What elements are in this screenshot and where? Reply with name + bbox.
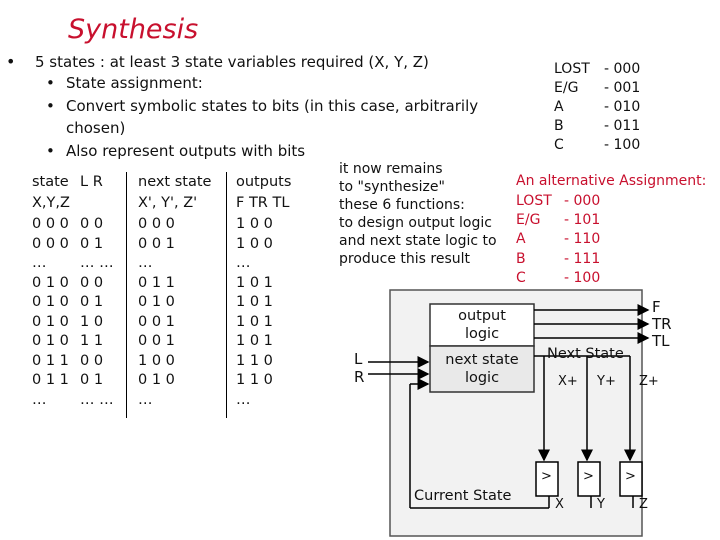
assignment-name: C xyxy=(554,137,564,153)
cell-outputs: … xyxy=(236,391,251,408)
note-line: to design output logic xyxy=(339,215,492,231)
next-state-logic-line: next state xyxy=(445,352,519,368)
note-line: and next state logic to xyxy=(339,233,497,249)
next-var-x: X+ xyxy=(558,374,578,389)
cell-next-state: 0 0 1 xyxy=(138,235,175,252)
header-state: state xyxy=(32,174,69,190)
cell-state: 0 1 1 xyxy=(32,372,69,388)
note-line: it now remains xyxy=(339,161,443,177)
cell-outputs: 1 0 1 xyxy=(236,294,273,310)
cell-next-state: 0 0 0 xyxy=(138,216,175,232)
cell-outputs: 1 0 1 xyxy=(236,313,273,330)
cell-state: 0 1 1 xyxy=(32,352,69,369)
assignment-code: - 011 xyxy=(604,118,641,134)
subheader-outputs: F TR TL xyxy=(236,195,290,211)
table-divider xyxy=(226,172,227,418)
cell-state: 0 1 0 xyxy=(32,313,69,330)
cell-next-state: 0 1 0 xyxy=(138,294,175,310)
header-next: next state xyxy=(138,174,212,190)
bullet-marker: • xyxy=(6,52,16,71)
cell-next-state: 0 0 1 xyxy=(138,313,175,330)
alt-assignment-name: A xyxy=(516,231,526,247)
alt-assignment-heading: An alternative Assignment: xyxy=(516,173,707,189)
cell-outputs: 1 0 1 xyxy=(236,274,273,291)
assignment-name: E/G xyxy=(554,80,579,96)
header-lr: L R xyxy=(80,174,103,190)
cell-outputs: 1 0 0 xyxy=(236,216,273,232)
cur-var-x: X xyxy=(555,497,564,512)
next-state-logic-line: logic xyxy=(464,370,500,386)
cell-next-state: … xyxy=(138,391,153,408)
cell-lr: 0 0 xyxy=(80,352,104,369)
cell-lr: 0 0 xyxy=(80,274,104,291)
cell-lr: 1 1 xyxy=(80,333,104,349)
cell-lr: 0 1 xyxy=(80,294,104,310)
next-state-logic-label xyxy=(430,351,534,387)
cell-lr: … … xyxy=(80,391,114,408)
flipflop-clock-symbol: > xyxy=(583,469,594,484)
cell-state: 0 1 0 xyxy=(32,333,69,349)
cur-var-z: Z xyxy=(639,497,648,512)
alt-assignment-code: - 111 xyxy=(564,251,601,267)
output-logic-line: output xyxy=(458,308,506,324)
input-l-label: L xyxy=(354,350,363,368)
current-state-label: Current State xyxy=(414,488,512,504)
output-tl-label: TL xyxy=(652,332,670,350)
assignment-code: - 100 xyxy=(604,137,641,153)
assignment-code: - 010 xyxy=(604,99,641,115)
cell-lr: 0 1 xyxy=(80,372,104,388)
cell-state: 0 0 0 xyxy=(32,216,69,232)
main-bullet-text: 5 states : at least 3 state variables required (X, Y, Z) xyxy=(35,53,429,71)
cell-outputs: 1 0 1 xyxy=(236,333,273,349)
alt-assignment-name: LOST xyxy=(516,193,552,209)
cell-state: … xyxy=(32,255,47,271)
note-line: these 6 functions: xyxy=(339,197,465,213)
sub-bullet-marker: • xyxy=(46,97,55,115)
cell-next-state: 0 1 1 xyxy=(138,274,175,291)
output-logic-label xyxy=(430,307,534,343)
cell-lr: … … xyxy=(80,255,114,271)
flipflop-clock-symbol: > xyxy=(541,469,552,484)
output-tr-label: TR xyxy=(652,315,672,333)
slide-title: Synthesis xyxy=(68,14,199,45)
fsm-block-diagram xyxy=(340,270,720,540)
cell-outputs: … xyxy=(236,255,251,271)
cur-var-y: Y xyxy=(597,497,605,512)
sub-bullet-marker: • xyxy=(46,74,55,92)
sub-bullet-state-assignment: State assignment: xyxy=(66,74,203,92)
cell-next-state: 1 0 0 xyxy=(138,352,175,369)
sub-bullet-marker: • xyxy=(46,142,55,160)
alt-assignment-code: - 101 xyxy=(564,212,601,228)
alt-assignment-name: C xyxy=(516,270,526,286)
flipflop-clock-symbol: > xyxy=(625,469,636,484)
cell-state: 0 1 0 xyxy=(32,294,69,310)
cell-state: 0 1 0 xyxy=(32,274,69,291)
sub-bullet-convert-cont: chosen) xyxy=(66,119,126,137)
header-outputs: outputs xyxy=(236,174,292,190)
sub-bullet-convert: Convert symbolic states to bits (in this case, arbitrarily xyxy=(66,97,479,115)
sub-bullet-outputs: Also represent outputs with bits xyxy=(66,142,306,160)
cell-next-state: 0 0 1 xyxy=(138,333,175,349)
alt-assignment-code: - 100 xyxy=(564,270,601,286)
cell-lr: 1 0 xyxy=(80,313,104,330)
cell-state: 0 0 0 xyxy=(32,235,69,252)
assignment-code: - 001 xyxy=(604,80,641,96)
assignment-name: LOST xyxy=(554,61,590,77)
subheader-next: X', Y', Z' xyxy=(138,195,198,211)
cell-lr: 0 1 xyxy=(80,235,104,252)
cell-state: … xyxy=(32,391,47,408)
note-line: produce this result xyxy=(339,251,471,267)
cell-lr: 0 0 xyxy=(80,216,104,232)
next-var-y: Y+ xyxy=(597,374,616,389)
next-var-z: Z+ xyxy=(639,374,659,389)
next-state-label: Next State xyxy=(547,346,624,362)
assignment-name: B xyxy=(554,118,564,134)
subheader-state: X,Y,Z xyxy=(32,195,70,211)
table-divider xyxy=(126,172,127,418)
output-f-label: F xyxy=(652,298,661,316)
alt-assignment-name: E/G xyxy=(516,212,541,228)
cell-outputs: 1 1 0 xyxy=(236,372,273,388)
cell-outputs: 1 1 0 xyxy=(236,352,273,369)
output-logic-line: logic xyxy=(464,326,500,342)
note-line: to "synthesize" xyxy=(339,179,445,195)
assignment-name: A xyxy=(554,99,564,115)
cell-next-state: … xyxy=(138,255,153,271)
alt-assignment-code: - 000 xyxy=(564,193,601,209)
cell-outputs: 1 0 0 xyxy=(236,235,273,252)
input-r-label: R xyxy=(354,368,365,386)
alt-assignment-code: - 110 xyxy=(564,231,601,247)
cell-next-state: 0 1 0 xyxy=(138,372,175,388)
assignment-code: - 000 xyxy=(604,61,641,77)
alt-assignment-name: B xyxy=(516,251,526,267)
